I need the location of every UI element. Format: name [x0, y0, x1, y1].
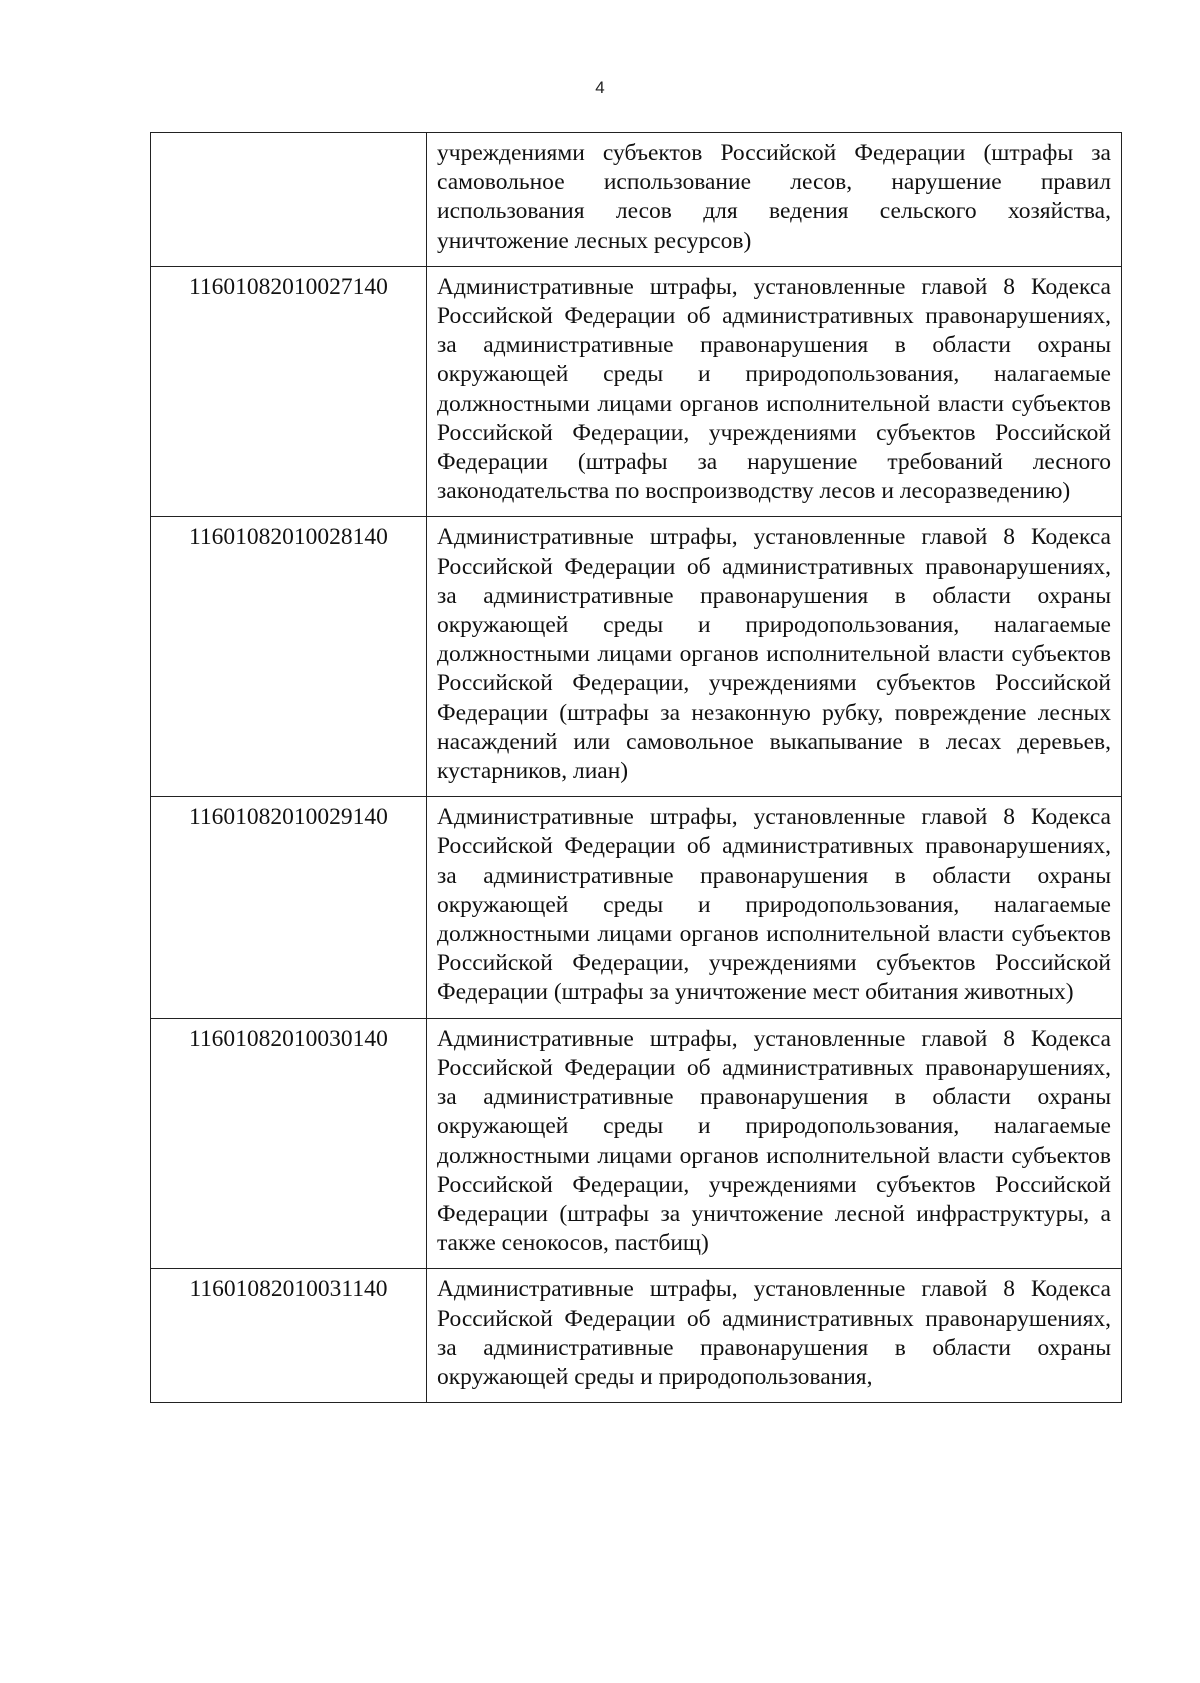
code-cell: 11601082010030140: [151, 1018, 427, 1269]
table-row: [151, 266, 1122, 517]
budget-codes-table: [150, 132, 1122, 1403]
description-cell: Административные штрафы, установленные главой 8 Кодекса Российской Федерации об административных правонарушениях, за административные правонарушения в области охраны окружающей среды и природопользования, налагаемые должностными лицами органов исполнительной власти субъектов Российской Федерации, учреждениями субъектов Российской Федерации (штрафы за незаконную рубку, повреждение лесных насаждений или самовольное выкапывание в лесах деревьев, кустарников, лиан): [427, 517, 1122, 797]
code-cell: 11601082010029140: [151, 797, 427, 1018]
description-cell: учреждениями субъектов Российской Федерации (штрафы за самовольное использование лесов, нарушение правил использования лесов для ведения сельского хозяйства, уничтожение лесных ресурсов): [427, 133, 1122, 267]
table-row: [151, 133, 1122, 267]
description-cell: Административные штрафы, установленные главой 8 Кодекса Российской Федерации об административных правонарушениях, за административные правонарушения в области охраны окружающей среды и природопользования,: [427, 1269, 1122, 1403]
description-cell: Административные штрафы, установленные главой 8 Кодекса Российской Федерации об административных правонарушениях, за административные правонарушения в области охраны окружающей среды и природопользования, налагаемые должностными лицами органов исполнительной власти субъектов Российской Федерации, учреждениями субъектов Российской Федерации (штрафы за нарушение требований лесного законодательства по воспроизводству лесов и лесоразведению): [427, 266, 1122, 517]
table-row: [151, 797, 1122, 1018]
table-row: [151, 517, 1122, 797]
description-cell: Административные штрафы, установленные главой 8 Кодекса Российской Федерации об административных правонарушениях, за административные правонарушения в области охраны окружающей среды и природопользования, налагаемые должностными лицами органов исполнительной власти субъектов Российской Федерации, учреждениями субъектов Российской Федерации (штрафы за уничтожение лесной инфраструктуры, а также сенокосов, пастбищ): [427, 1018, 1122, 1269]
page-number: 4: [595, 78, 605, 97]
table-row: [151, 1269, 1122, 1403]
description-cell: Административные штрафы, установленные главой 8 Кодекса Российской Федерации об административных правонарушениях, за административные правонарушения в области охраны окружающей среды и природопользования, налагаемые должностными лицами органов исполнительной власти субъектов Российской Федерации, учреждениями субъектов Российской Федерации (штрафы за уничтожение мест обитания животных): [427, 797, 1122, 1018]
code-cell: 11601082010031140: [151, 1269, 427, 1403]
code-cell: 11601082010027140: [151, 266, 427, 517]
code-cell: [151, 133, 427, 267]
code-cell: 11601082010028140: [151, 517, 427, 797]
table-row: [151, 1018, 1122, 1269]
